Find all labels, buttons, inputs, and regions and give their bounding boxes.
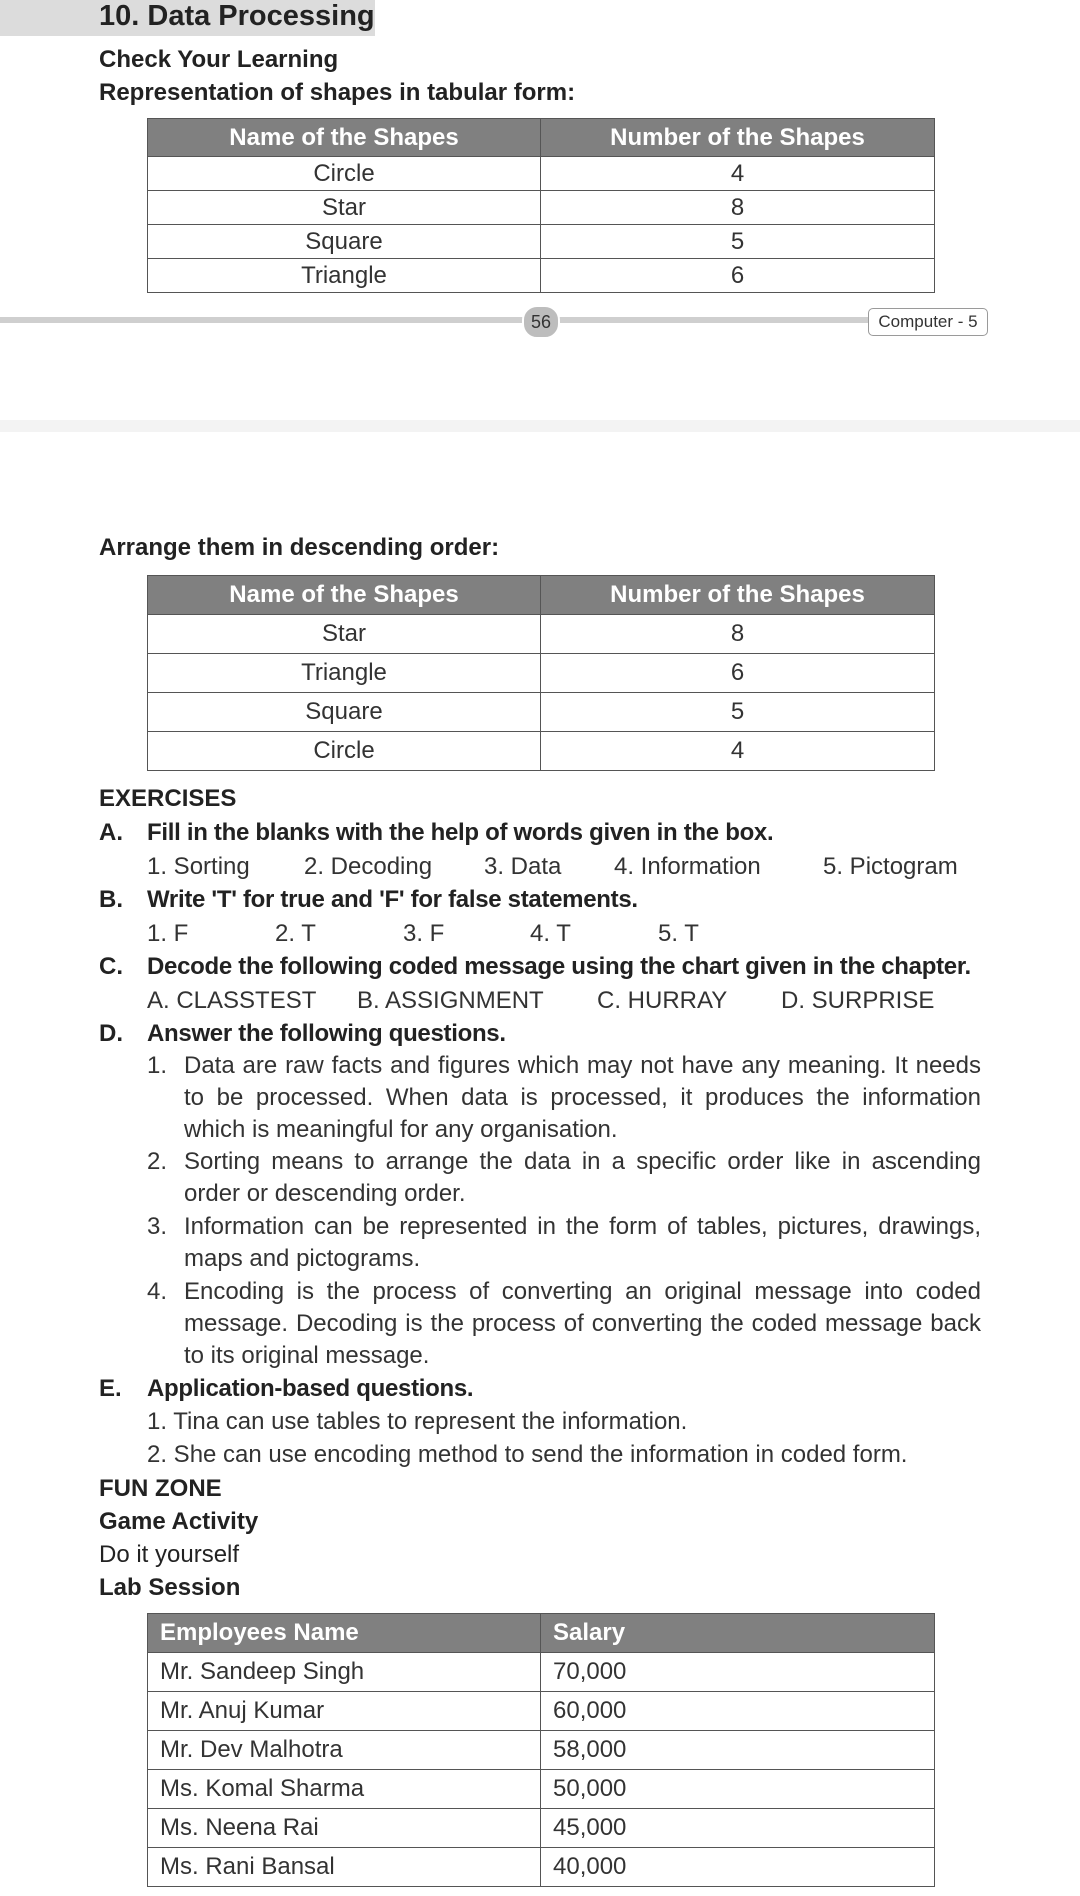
section-letter-d: D. — [99, 1020, 123, 1047]
answer-e-2: 2. She can use encoding method to send the information in coded form. — [147, 1441, 908, 1468]
answer-c-1: A. CLASSTEST — [147, 987, 317, 1014]
answer-d-3-text: Information can be represented in the form of tables, pictures, drawings, maps and pictograms. — [184, 1213, 981, 1272]
section-letter-c: C. — [99, 953, 123, 980]
check-your-learning-heading: Check Your Learning — [99, 46, 339, 73]
answer-c-2: B. ASSIGNMENT — [357, 987, 544, 1014]
book-title-badge: Computer - 5 — [868, 308, 988, 336]
game-activity-heading: Game Activity — [99, 1508, 259, 1535]
sorted-shapes-table — [147, 575, 935, 771]
answer-a-1: 1. Sorting — [147, 853, 250, 880]
table-cell: Mr. Anuj Kumar — [148, 1692, 541, 1731]
table-cell: Triangle — [148, 654, 541, 693]
table-cell: 8 — [541, 615, 935, 654]
answer-b-2: 2. T — [275, 920, 316, 947]
employees-table — [147, 1613, 935, 1887]
table-cell: 45,000 — [541, 1809, 935, 1848]
table-cell: Star — [148, 191, 541, 225]
answer-e-1: 1. Tina can use tables to represent the information. — [147, 1408, 688, 1435]
answer-b-4: 4. T — [530, 920, 571, 947]
table-cell: 4 — [541, 157, 935, 191]
table-header: Number of the Shapes — [541, 119, 935, 157]
table-cell: 8 — [541, 191, 935, 225]
chapter-title: 10. Data Processing — [99, 0, 375, 32]
table-cell: 40,000 — [541, 1848, 935, 1887]
answer-d-1-number: 1. — [147, 1052, 168, 1079]
answer-a-3: 3. Data — [484, 853, 562, 880]
answer-d-1-text: Data are raw facts and figures which may not have any meaning. It needs to be processed. When data is processed, it produces the information which is meaningful for any organisation. — [184, 1052, 981, 1143]
section-letter-b: B. — [99, 886, 123, 913]
table-cell: Mr. Sandeep Singh — [148, 1653, 541, 1692]
shapes-table — [147, 118, 935, 293]
answer-d-4-text: Encoding is the process of converting an original message into coded message. Decoding is the process of converting the coded message back to its original message. — [184, 1278, 981, 1369]
table-header: Name of the Shapes — [148, 119, 541, 157]
table-cell: Ms. Komal Sharma — [148, 1770, 541, 1809]
section-letter-e: E. — [99, 1375, 122, 1402]
table-cell: Ms. Neena Rai — [148, 1809, 541, 1848]
tabular-form-heading: Representation of shapes in tabular form: — [99, 79, 576, 106]
answer-a-5: 5. Pictogram — [823, 853, 958, 880]
answer-a-2: 2. Decoding — [304, 853, 433, 880]
section-b-title: Write 'T' for true and 'F' for false statements. — [147, 886, 638, 913]
table-cell: Ms. Rani Bansal — [148, 1848, 541, 1887]
table-cell: 60,000 — [541, 1692, 935, 1731]
table-cell: 4 — [541, 732, 935, 771]
table-cell: Square — [148, 225, 541, 259]
table-cell: Triangle — [148, 259, 541, 293]
answer-d-3-number: 3. — [147, 1213, 168, 1240]
page-separator — [0, 420, 1080, 432]
table-header: Number of the Shapes — [541, 576, 935, 615]
answer-c-4: D. SURPRISE — [781, 987, 935, 1014]
table-header: Salary — [541, 1614, 935, 1653]
table-cell: 6 — [541, 654, 935, 693]
table-cell: 58,000 — [541, 1731, 935, 1770]
answer-d-2-number: 2. — [147, 1148, 168, 1175]
descending-order-heading: Arrange them in descending order: — [99, 534, 500, 561]
fun-zone-heading: FUN ZONE — [99, 1475, 222, 1502]
table-cell: Star — [148, 615, 541, 654]
section-d-title: Answer the following questions. — [147, 1020, 506, 1047]
table-cell: Square — [148, 693, 541, 732]
section-e-title: Application-based questions. — [147, 1375, 474, 1402]
footer-rule — [0, 317, 988, 323]
section-letter-a: A. — [99, 819, 123, 846]
table-cell: 5 — [541, 225, 935, 259]
table-cell: 70,000 — [541, 1653, 935, 1692]
answer-c-3: C. HURRAY — [597, 987, 728, 1014]
table-cell: Mr. Dev Malhotra — [148, 1731, 541, 1770]
answer-d-4-number: 4. — [147, 1278, 168, 1305]
section-a-title: Fill in the blanks with the help of words given in the box. — [147, 819, 774, 846]
table-cell: 50,000 — [541, 1770, 935, 1809]
answer-a-4: 4. Information — [614, 853, 761, 880]
answer-d-2-text: Sorting means to arrange the data in a specific order like in ascending order or descending order. — [184, 1148, 981, 1207]
table-header: Employees Name — [148, 1614, 541, 1653]
answer-b-1: 1. F — [147, 920, 189, 947]
table-cell: 6 — [541, 259, 935, 293]
table-cell: Circle — [148, 157, 541, 191]
exercises-heading: EXERCISES — [99, 785, 237, 812]
table-cell: 5 — [541, 693, 935, 732]
page-number: 56 — [522, 305, 560, 339]
game-activity-text: Do it yourself — [99, 1541, 240, 1568]
answer-b-5: 5. T — [658, 920, 699, 947]
lab-session-heading: Lab Session — [99, 1574, 241, 1601]
section-c-title: Decode the following coded message using the chart given in the chapter. — [147, 953, 971, 980]
table-cell: Circle — [148, 732, 541, 771]
answer-b-3: 3. F — [403, 920, 445, 947]
table-header: Name of the Shapes — [148, 576, 541, 615]
